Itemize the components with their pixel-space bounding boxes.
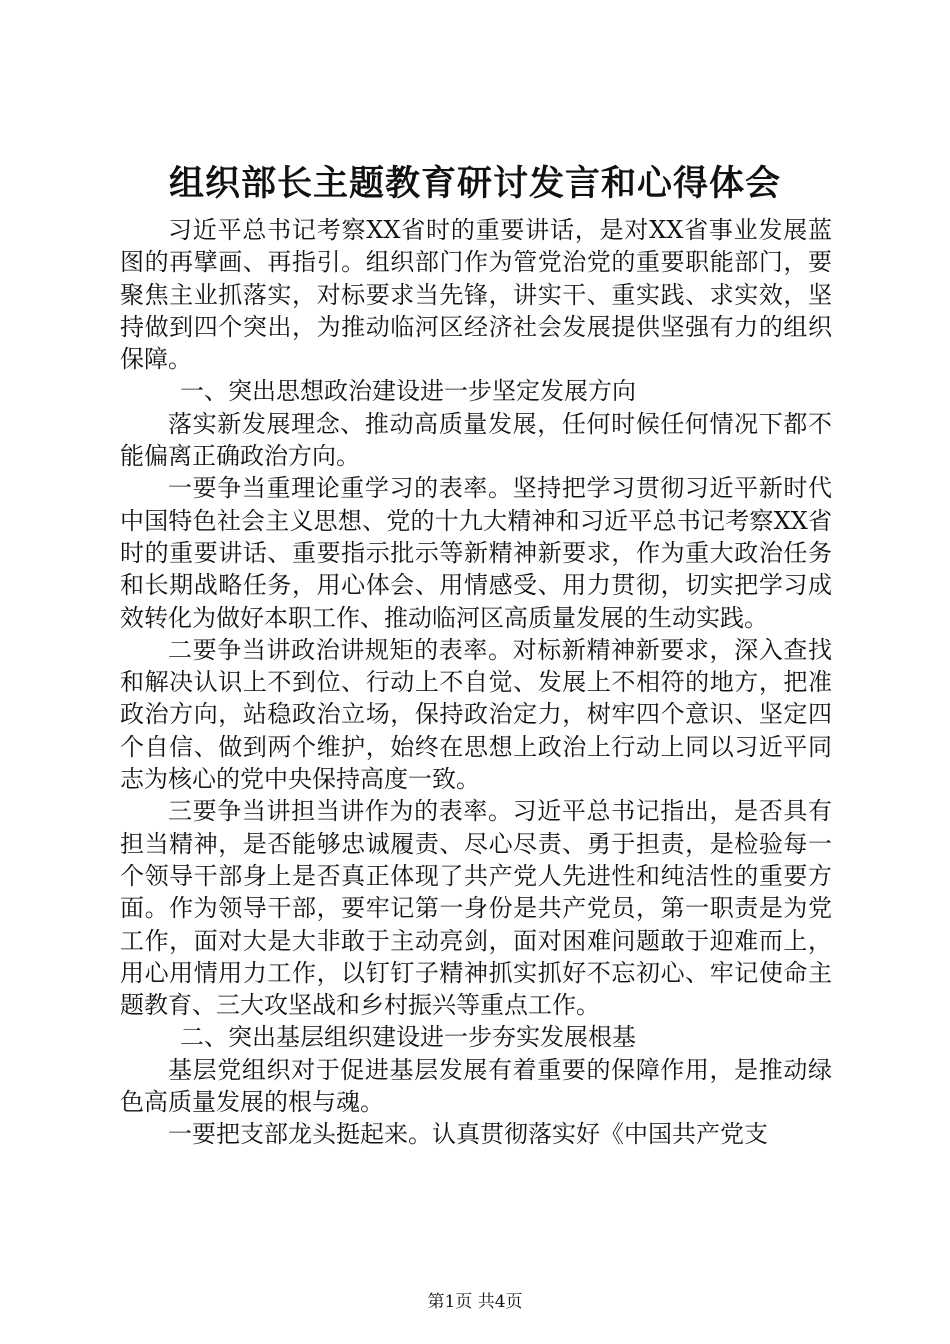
paragraph-intro: 习近平总书记考察XX省时的重要讲话，是对XX省事业发展蓝图的再擘画、再指引。组织部门作为管党治党的重要职能部门，要聚焦主业抓落实，对标要求当先锋，讲实干、重实践、求实效，坚持做到四个突出，为推动临河区经济社会发展提供坚强有力的组织保障。: [120, 216, 832, 374]
document-title: 组织部长主题教育研讨发言和心得体会: [168, 163, 781, 204]
section-heading-1: 一、突出思想政治建设进一步坚定发展方向: [180, 377, 636, 406]
section-heading-2: 二、突出基层组织建设进一步夯实发展根基: [180, 1023, 636, 1052]
paragraph: 一要把支部龙头挺起来。认真贯彻落实好《中国共产党支: [168, 1120, 768, 1149]
page-number-footer: 第1页 共4页: [427, 1292, 523, 1312]
paragraph: 基层党组织对于促进基层发展有着重要的保障作用，是推动绿色高质量发展的根与魂。: [120, 1055, 832, 1117]
paragraph: 二要争当讲政治讲规矩的表率。对标新精神新要求，深入查找和解决认识上不到位、行动上不自觉、发展上不相符的地方，把准政治方向，站稳政治立场，保持政治定力，树牢四个意识、坚定四个自信、做到两个维护，始终在思想上政治上行动上同以习近平同志为核心的党中央保持高度一致。: [120, 635, 832, 794]
paragraph: 一要争当重理论重学习的表率。坚持把学习贯彻习近平新时代中国特色社会主义思想、党的十九大精神和习近平总书记考察XX省时的重要讲话、重要指示批示等新精神新要求，作为重大政治任务和长期战略任务，用心体会、用情感受、用力贯彻，切实把学习成效转化为做好本职工作、推动临河区高质量发展的生动实践。: [120, 474, 832, 632]
document-body: [120, 214, 832, 1151]
paragraph: 三要争当讲担当讲作为的表率。习近平总书记指出，是否具有担当精神，是否能够忠诚履责、尽心尽责、勇于担责，是检验每一个领导干部身上是否真正体现了共产党人先进性和纯洁性的重要方面。作为领导干部，要牢记第一身份是共产党员，第一职责是为党工作，面对大是大非敢于主动亮剑，面对困难问题敢于迎难而上，用心用情用力工作，以钉钉子精神抓实抓好不忘初心、牢记使命主题教育、三大攻坚战和乡村振兴等重点工作。: [120, 797, 832, 1020]
paragraph: 落实新发展理念、推动高质量发展，任何时候任何情况下都不能偏离正确政治方向。: [120, 409, 832, 471]
